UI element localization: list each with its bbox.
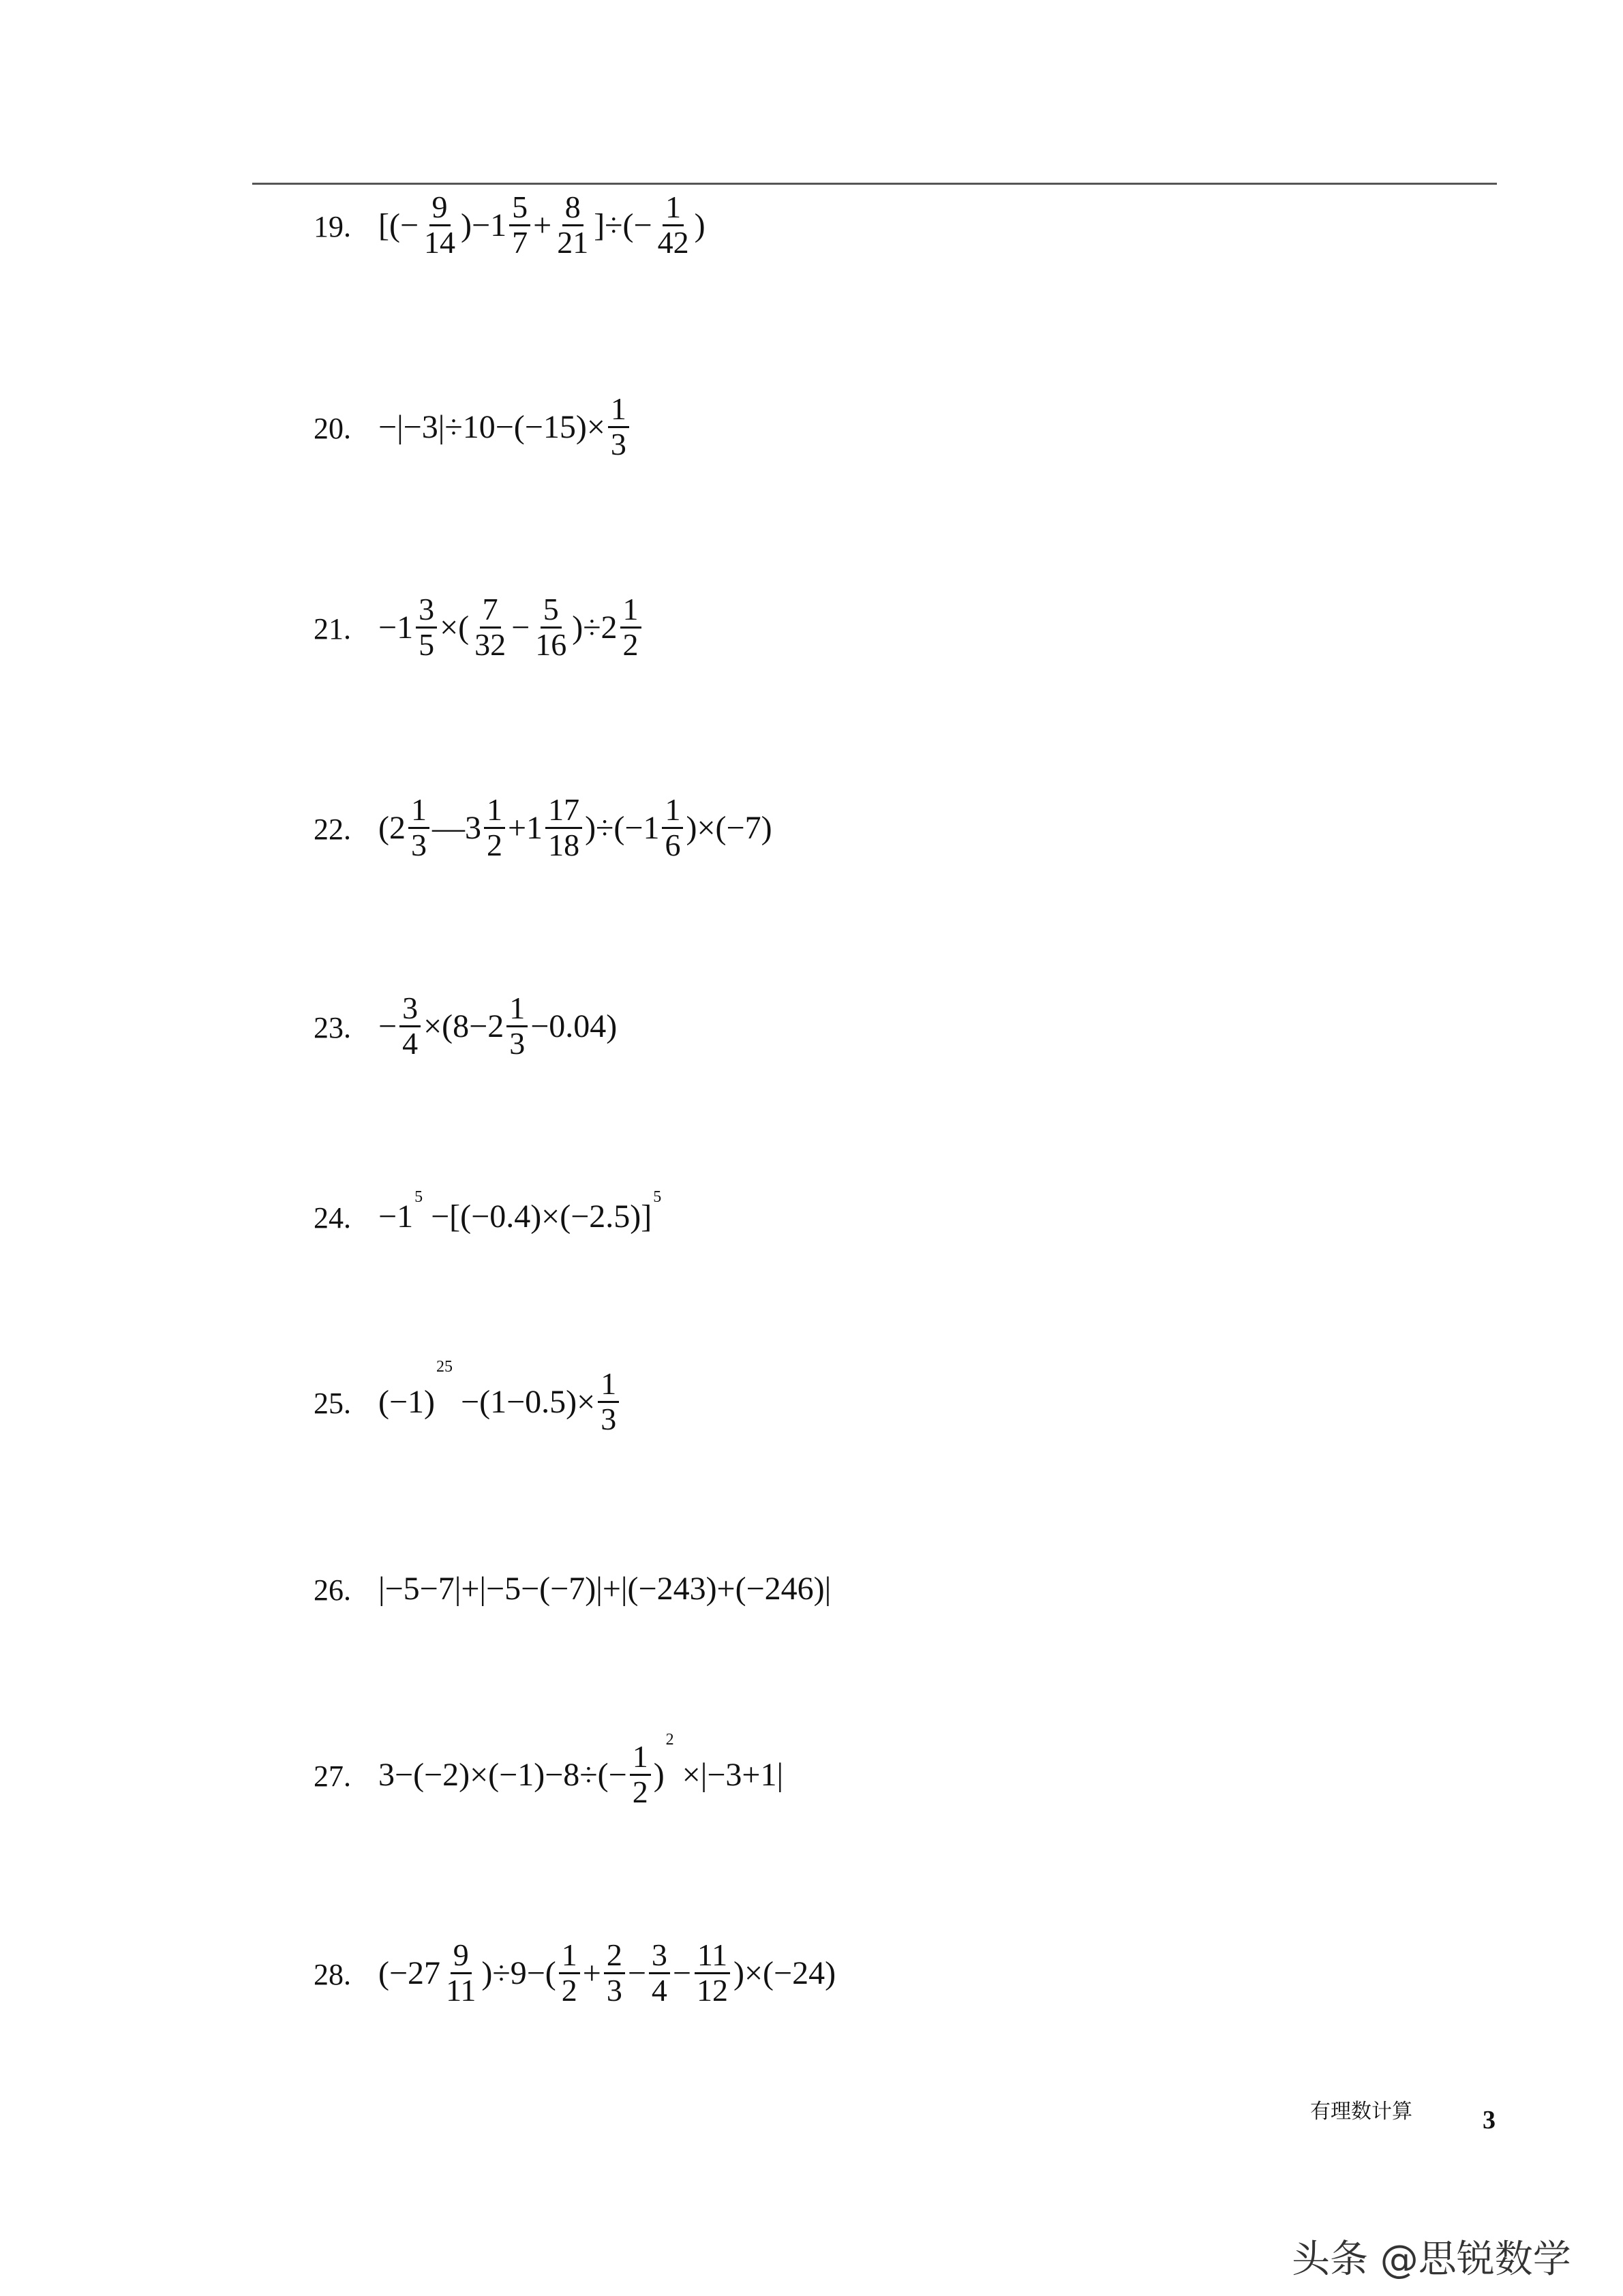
expression-text: |−5−7|+|−5−(−7)|+|(−243)+(−246)| — [378, 1570, 832, 1607]
fraction — [649, 1939, 670, 2007]
numerator: 3 — [416, 593, 437, 628]
expression-text: + — [582, 1954, 601, 1991]
expression-text: (2 — [378, 809, 406, 846]
denominator: 5 — [419, 626, 435, 662]
numerator: 17 — [545, 794, 582, 828]
numerator: 5 — [541, 593, 562, 628]
expression-text: ) — [653, 1756, 665, 1793]
problem-expression — [378, 1188, 662, 1235]
fraction — [408, 794, 429, 862]
denominator: 3 — [601, 1401, 617, 1436]
expression-text: −[(−0.4)×(−2.5)] — [423, 1198, 652, 1235]
numerator: 2 — [604, 1939, 625, 1974]
denominator: 11 — [446, 1972, 476, 2008]
expression-text: (−27 — [378, 1954, 441, 1991]
numerator: 1 — [559, 1939, 580, 1974]
denominator: 4 — [651, 1972, 667, 2008]
exponent: 5 — [414, 1188, 423, 1206]
exponent: 2 — [665, 1731, 674, 1749]
problem-expression — [378, 1358, 622, 1436]
problem-expression — [378, 191, 706, 259]
fraction — [545, 794, 582, 862]
problem-expression — [378, 1731, 784, 1809]
denominator: 21 — [557, 224, 589, 260]
numerator: 1 — [506, 992, 528, 1027]
denominator: 2 — [486, 827, 502, 862]
expression-text: − — [511, 609, 530, 646]
expression-text: + — [533, 207, 552, 243]
numerator: 7 — [480, 593, 501, 628]
fraction — [559, 1939, 580, 2007]
denominator: 3 — [410, 827, 427, 862]
fraction — [399, 992, 421, 1060]
numerator: 1 — [663, 191, 684, 226]
numerator: 3 — [399, 992, 421, 1027]
denominator: 2 — [561, 1972, 577, 2008]
problem-expression — [378, 794, 772, 862]
denominator: 3 — [509, 1025, 526, 1061]
page-number: 3 — [1483, 2106, 1496, 2134]
problem-expression — [378, 992, 617, 1060]
fraction — [484, 794, 505, 862]
numerator: 8 — [562, 191, 583, 226]
numerator: 9 — [429, 191, 451, 226]
fraction — [443, 1939, 479, 2007]
numerator: 9 — [451, 1939, 472, 1974]
fraction — [630, 1740, 651, 1809]
fraction — [472, 593, 509, 661]
fraction — [620, 593, 641, 661]
expression-text: )−1 — [461, 207, 507, 243]
problem-number: 25. — [314, 1386, 351, 1420]
numerator: 1 — [620, 593, 641, 628]
expression-text: +1 — [507, 809, 543, 846]
header-rule — [252, 183, 1497, 185]
denominator: 16 — [535, 626, 567, 662]
fraction — [662, 794, 683, 862]
expression-text: −0.04) — [530, 1008, 618, 1044]
denominator: 2 — [632, 1774, 648, 1809]
fraction — [598, 1368, 619, 1436]
problem-number: 22. — [314, 812, 351, 846]
numerator: 1 — [598, 1368, 619, 1402]
footer-title: 有理数计算 — [1310, 2100, 1412, 2124]
problem-number: 20. — [314, 411, 351, 445]
problem-number: 19. — [314, 209, 351, 243]
denominator: 7 — [512, 224, 528, 260]
problem-number: 26. — [314, 1573, 351, 1607]
numerator: 1 — [608, 393, 629, 427]
fraction — [506, 992, 528, 1060]
denominator: 42 — [657, 224, 689, 260]
expression-text: −(1−0.5)× — [453, 1383, 596, 1420]
fraction — [532, 593, 569, 661]
denominator: 14 — [424, 224, 456, 260]
problem-expression — [378, 1939, 836, 2007]
exponent: 5 — [653, 1188, 662, 1206]
expression-text: —3 — [431, 809, 481, 846]
fraction — [604, 1939, 625, 2007]
fraction — [608, 393, 629, 461]
problem-number: 21. — [314, 611, 351, 646]
numerator: 3 — [649, 1939, 670, 1974]
expression-text: ]÷(− — [594, 207, 652, 243]
numerator: 1 — [662, 794, 683, 828]
problem-number: 27. — [314, 1759, 351, 1793]
expression-text: ×(8−2 — [423, 1008, 504, 1044]
expression-text: ×|−3+1| — [673, 1756, 784, 1793]
problem-expression — [378, 1570, 831, 1607]
denominator: 32 — [474, 626, 506, 662]
watermark: 头条 @思锐数学 — [1292, 2237, 1571, 2282]
expression-text: )÷2 — [572, 609, 618, 646]
denominator: 12 — [696, 1972, 728, 2008]
problem-expression — [378, 393, 632, 461]
numerator: 1 — [484, 794, 505, 828]
denominator: 6 — [665, 827, 681, 862]
fraction — [694, 1939, 731, 2007]
problem-number: 28. — [314, 1957, 351, 1991]
fraction — [554, 191, 591, 259]
numerator: 1 — [630, 1740, 651, 1775]
expression-text: )÷9−( — [481, 1954, 556, 1991]
denominator: 18 — [548, 827, 580, 862]
problem-number: 24. — [314, 1200, 351, 1235]
fraction — [421, 191, 458, 259]
expression-text: −1 — [378, 609, 414, 646]
expression-text: (−1) — [378, 1383, 436, 1420]
numerator: 1 — [408, 794, 429, 828]
numerator: 5 — [509, 191, 530, 226]
fraction — [416, 593, 437, 661]
fraction — [655, 191, 692, 259]
denominator: 3 — [610, 426, 626, 462]
denominator: 4 — [402, 1025, 419, 1061]
denominator: 2 — [622, 626, 639, 662]
numerator: 11 — [695, 1939, 730, 1974]
expression-text: [(− — [378, 207, 419, 243]
denominator: 3 — [606, 1972, 622, 2008]
expression-text: )×(−24) — [733, 1954, 836, 1991]
expression-text: ×( — [440, 609, 470, 646]
expression-text: − — [627, 1954, 646, 1991]
problem-number: 23. — [314, 1010, 351, 1044]
expression-text: ) — [694, 207, 706, 243]
expression-text: − — [672, 1954, 691, 1991]
expression-text: −|−3|÷10−(−15)× — [378, 408, 605, 445]
exponent: 25 — [436, 1358, 453, 1376]
expression-text: −1 — [378, 1198, 414, 1235]
expression-text: − — [378, 1008, 397, 1044]
expression-text: )×(−7) — [686, 809, 772, 846]
fraction — [509, 191, 530, 259]
expression-text: 3−(−2)×(−1)−8÷(− — [378, 1756, 627, 1793]
expression-text: )÷(−1 — [585, 809, 660, 846]
problem-expression — [378, 593, 644, 661]
